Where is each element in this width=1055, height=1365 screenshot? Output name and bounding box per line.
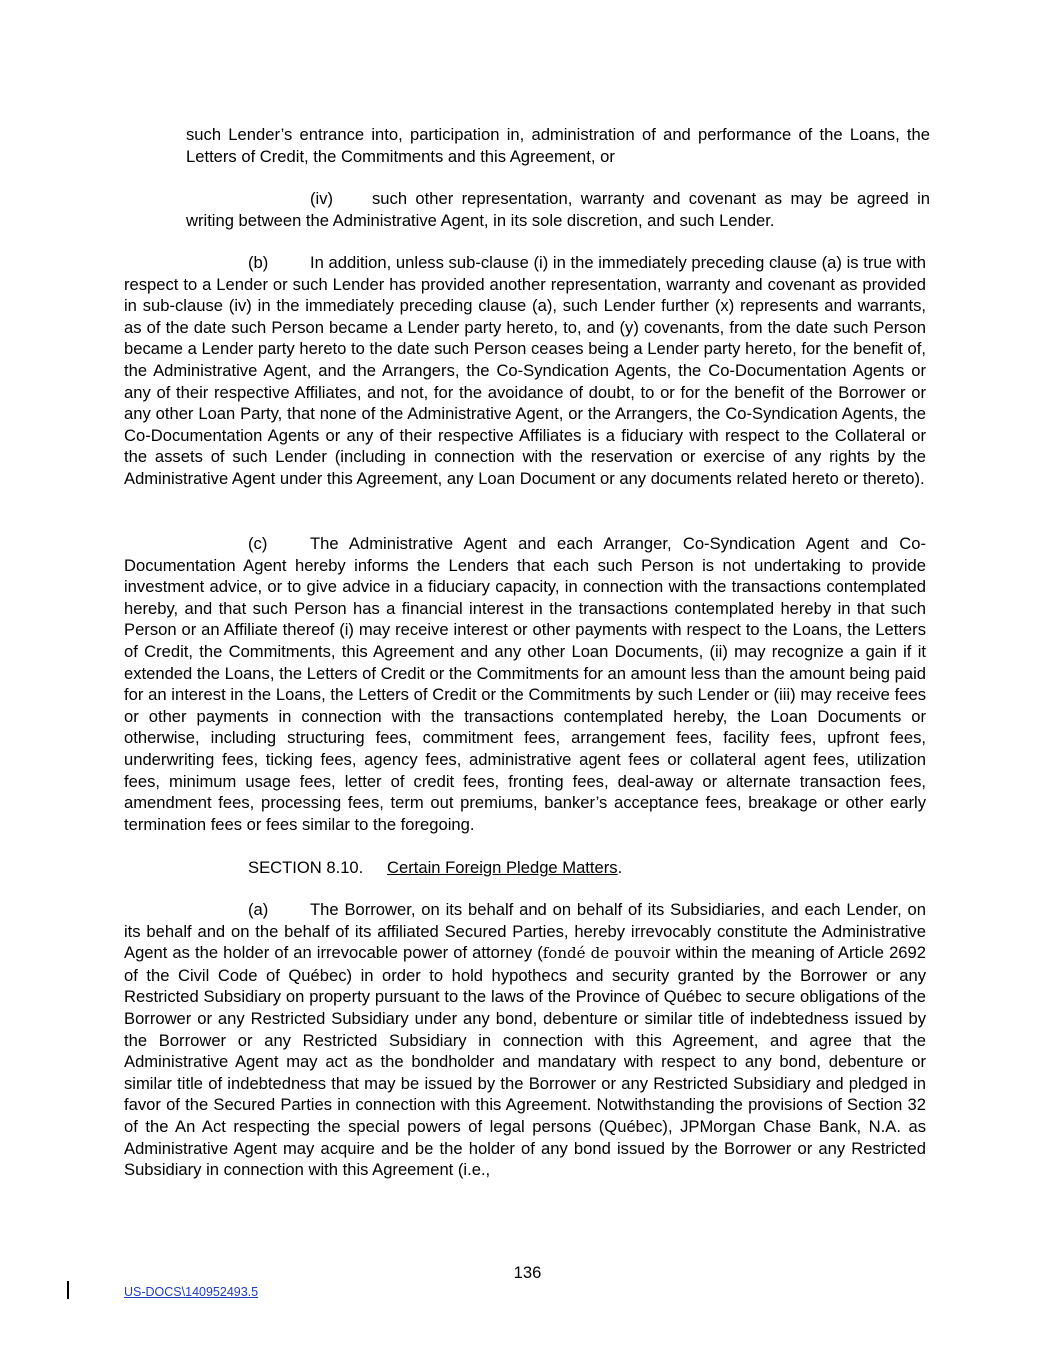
clause-iv-label: (iv) — [310, 189, 334, 208]
clause-b-paragraph — [124, 252, 926, 490]
clause-a-french-term: fondé de pouvoi — [542, 944, 665, 963]
section-number: SECTION 8.10. — [248, 858, 364, 877]
clause-c-text: The Administrative Agent and each Arranger, Co-Syndication Agent and Co-Documentation Agent hereby informs the Lenders that each such Person is not undertaking to provide investment advice, or to give advice in a fiduciary capacity, in connection with the transactions contemplated hereby, and that such Person has a financial interest in the transactions contemplated hereby in that such Person or an Affiliate thereof (i) may receive interest or other payments with respect to the Loans, the Letters of Credit, the Commitments, this Agreement and any other Loan Documents, (ii) may recognize a gain if it extended the Loans, the Letters of Credit or the Commitments for an amount less than the amount being paid for an interest in the Loans, the Letters of Credit or the Commitments by such Lender or (iii) may receive fees or other payments in connection with the transactions contemplated hereby, the Loan Documents or otherwise, including structuring fees, commitment fees, arrangement fees, facility fees, upfront fees, underwriting fees, ticking fees, agency fees, administrative agent fees or collateral agent fees, utilization fees, minimum usage fees, letter of credit fees, fronting fees, deal-away or alternate transaction fees, amendment fees, processing fees, term out premiums, banker’s acceptance fees, breakage or other early termination fees or fees similar to the foregoing. — [124, 534, 926, 834]
clause-c-label: (c) — [248, 534, 268, 553]
clause-a-paragraph — [124, 899, 926, 1181]
clause-c-paragraph — [124, 533, 926, 835]
clause-iv-text: such other representation, warranty and covenant as may be agreed in writing between the Administrative Agent, in its sole discretion, and such Lender. — [186, 189, 930, 230]
clause-a-text-2: r within the meaning of Article 2692 of the Civil Code of Québec) in order to hold hypothecs and security granted by the Borrower or any Restricted Subsidiary on property pursuant to the laws of the Province of Québec to secure obligations of the Borrower or any Restricted Subsidiary under any bond, debenture or similar title of indebtedness issued by the Borrower or any Restricted Subsidiary in connection with this Agreement, and agree that the Administrative Agent may act as the bondholder and mandatary with respect to any bond, debenture or similar title of indebtedness that may be issued by the Borrower or any Restricted Subsidiary and pledged in favor of the Secured Parties in connection with this Agreement. Notwithstanding the provisions of Section 32 of the An Act respecting the special powers of legal persons (Québec), JPMorgan Chase Bank, N.A. as Administrative Agent may acquire and be the holder of any bond issued by the Borrower or any Restricted Subsidiary in connection with this Agreement (i.e., — [124, 943, 926, 1180]
clause-b-text: In addition, unless sub-clause (i) in the immediately preceding clause (a) is true with respect to a Lender or such Lender has provided another representation, warranty and covenant as provided in sub-clause (iv) in the immediately preceding clause (a), such Lender further (x) represents and warrants, as of the date such Person became a Lender party hereto, to, and (y) covenants, from the date such Person became a Lender party hereto to the date such Person ceases being a Lender party hereto, for the benefit of, the Administrative Agent, and the Arrangers, the Co-Syndication Agents, the Co-Documentation Agents or any of their respective Affiliates, and not, for the avoidance of doubt, to or for the benefit of the Borrower or any other Loan Party, that none of the Administrative Agent, or the Arrangers, the Co-Syndication Agents, the Co-Documentation Agents or any of their respective Affiliates is a fiduciary with respect to the Collateral or the assets of such Lender (including in connection with the reservation or exercise of any rights by the Administrative Agent under this Agreement, any Loan Document or any documents related hereto or thereto). — [124, 253, 926, 488]
document-id-link[interactable]: US-DOCS\140952493.5 — [124, 1285, 259, 1299]
section-period: . — [617, 858, 623, 877]
clause-a-text-1: The Borrower, on its behalf and on behalf of its Subsidiaries, and each Lender, on its behalf and on the behalf of its affiliated Secured Parties, hereby irrevocably constitute the Administrative Agent as the holder of an irrevocable power of attorney ( — [124, 900, 926, 963]
section-heading — [248, 857, 948, 879]
revision-bar — [67, 1281, 69, 1299]
clause-a-label: (a) — [248, 900, 269, 919]
clause-iv-paragraph — [186, 188, 930, 231]
continuation-paragraph: such Lender’s entrance into, participation in, administration of and performance of the Loans, the Letters of Credit, the Commitments and this Agreement, or — [186, 125, 930, 166]
page-number: 136 — [513, 1263, 542, 1282]
clause-b-label: (b) — [248, 253, 269, 272]
section-title: Certain Foreign Pledge Matters — [387, 858, 618, 877]
